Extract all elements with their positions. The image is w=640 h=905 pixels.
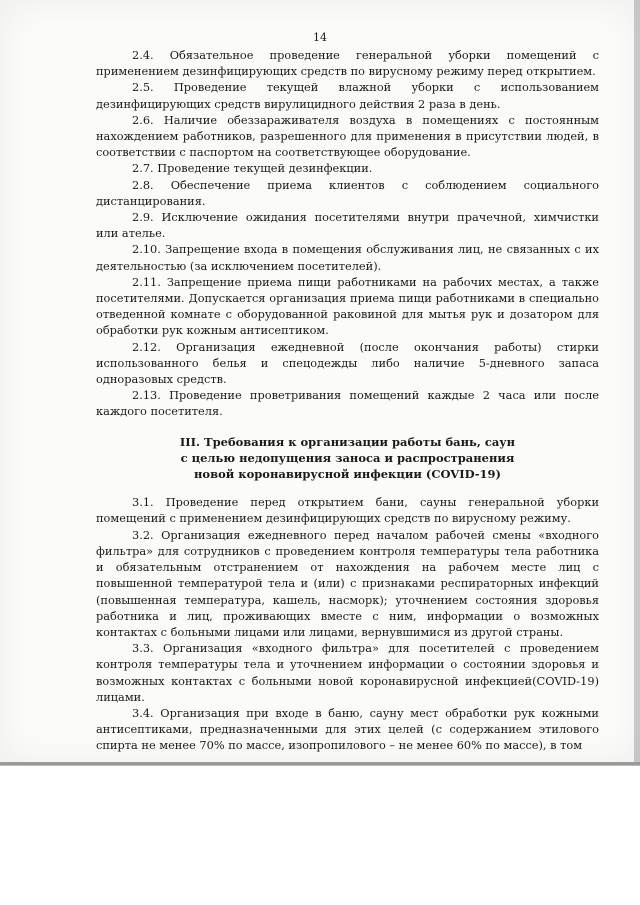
paragraph-2-11: 2.11. Запрещение приема пищи работниками на рабочих местах, а также посетителями. Допускается организация приема пищи работниками в специально отведенной комнате с оборудованной раковиной для мытья рук и дозатором для обработки рук кожным антисептиком. (96, 274, 599, 338)
paragraph-2-7: 2.7. Проведение текущей дезинфекции. (132, 161, 373, 176)
section-heading-line-2: с целью недопущения заноса и распространения (180, 450, 515, 465)
section-heading (96, 434, 599, 483)
page-number: 14 (313, 31, 327, 44)
paragraph-2-13: 2.13. Проведение проветривания помещений каждые 2 часа или после каждого посетителя. (96, 388, 599, 419)
document-body (96, 47, 599, 754)
paragraph-2-8: 2.8. Обеспечение приема клиентов с соблюдением социального дистанцирования. (96, 177, 599, 208)
paragraph-2-9: 2.9. Исключение ожидания посетителями внутри прачечной, химчистки или ателье. (96, 210, 599, 241)
paragraph-2-12: 2.12. Организация ежедневной (после окончания работы) стирки использованного белья и спецодежды либо наличие 5-дневного запаса одноразовых средств. (96, 339, 599, 387)
paragraph-3-1: 3.1. Проведение перед открытием бани, сауны генеральной уборки помещений с применением дезинфицирующих средств по вирусному режиму. (96, 495, 599, 526)
paragraph-3-4: 3.4. Организация при входе в баню, сауну мест обработки рук кожными антисептиками, предназначенными для этих целей (с содержанием этилового спирта не менее 70% по массе, изопропилового – не менее 60% по массе), в том (96, 705, 599, 753)
paragraph-3-3: 3.3. Организация «входного фильтра» для посетителей с проведением контроля температуры тела и уточнением информации о состоянии здоровья и возможных контактах с больными новой коронавирусной инфекцией(COVID-19) лицами. (96, 641, 599, 704)
section-heading-line-3: новой коронавирусной инфекции (COVID-19) (194, 467, 501, 482)
paragraph-2-4: 2.4. Обязательное проведение генеральной уборки помещений с применением дезинфицирующих средств по вирусному режиму перед открытием. (96, 48, 599, 79)
paragraph-3-2: 3.2. Организация ежедневного перед началом рабочей смены «входного фильтра» для сотрудников с проведением контроля температуры тела работника и обязательным отстранением от нахождения на рабочем месте лиц с повышенной температурой тела и (или) с признаками респираторных инфекций (повышенная температура, кашель, насморк); уточнением состояния здоровья работника и лиц, проживающих вместе с ним, информации о возможных контактах с больными лицами или лицами, вернувшимися из другой страны. (96, 527, 599, 639)
paragraph-2-5: 2.5. Проведение текущей влажной уборки с использованием дезинфицирующих средств вирулицидного действия 2 раза в день. (96, 80, 599, 111)
section-heading-line-1: III. Требования к организации работы бань, саун (179, 434, 516, 449)
paragraph-2-10: 2.10. Запрещение входа в помещения обслуживания лиц, не связанных с их деятельностью (за исключением посетителей). (96, 242, 599, 273)
paragraph-2-6: 2.6. Наличие обеззараживателя воздуха в помещениях с постоянным нахождением работников, разрешенного для применения в присутствии людей, в соответствии с паспортом на соответствующее оборудование. (96, 112, 599, 160)
